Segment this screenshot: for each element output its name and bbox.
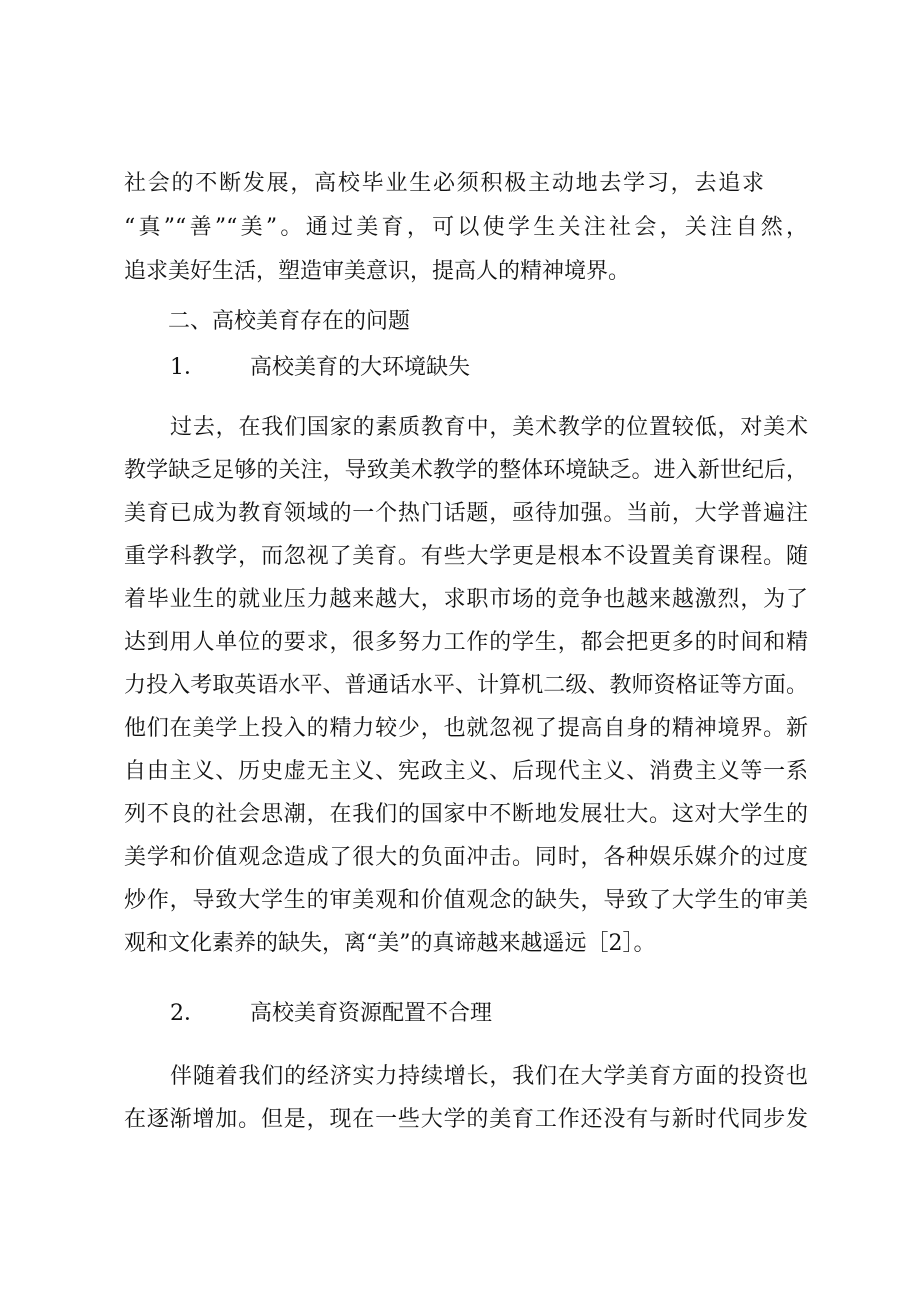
paragraph-1-line-11: 美学和价值观念造成了很大的负面冲击。同时，各种娱乐媒介的过度 <box>124 845 808 870</box>
intro-line-1: 社会的不断发展，高校毕业生必须积极主动地去学习，去追求 <box>124 171 764 196</box>
paragraph-2-line-1: 伴随着我们的经济实力持续增长，我们在大学美育方面的投资也 <box>170 1064 808 1089</box>
paragraph-1-line-2: 教学缺乏足够的关注，导致美术教学的整体环境缺乏。进入新世纪后， <box>124 458 808 483</box>
intro-line-2: “真”“善”“美”。通过美育，可以使学生关注社会，关注自然， <box>124 215 808 240</box>
paragraph-1-line-10: 列不良的社会思潮，在我们的国家中不断地发展壮大。这对大学生的 <box>124 802 808 827</box>
subsection-2-number: 2． <box>170 1001 206 1026</box>
subsection-2-heading <box>170 998 492 1030</box>
paragraph-1-line-12: 炒作，导致大学生的审美观和价值观念的缺失，导致了大学生的审美 <box>124 888 808 913</box>
subsection-1-title: 高校美育的大环境缺失 <box>250 355 471 380</box>
paragraph-1-line-1: 过去，在我们国家的素质教育中，美术教学的位置较低，对美术 <box>170 415 808 440</box>
paragraph-1-line-4: 重学科教学，而忽视了美育。有些大学更是根本不设置美育课程。随 <box>124 544 808 569</box>
subsection-1-heading <box>170 352 470 384</box>
paragraph-1-line-6: 达到用人单位的要求，很多努力工作的学生，都会把更多的时间和精 <box>124 630 808 655</box>
paragraph-1-line-8: 他们在美学上投入的精力较少，也就忽视了提高自身的精神境界。新 <box>124 716 808 741</box>
subsection-2-title: 高校美育资源配置不合理 <box>250 1001 493 1026</box>
paragraph-1-line-7: 力投入考取英语水平、普通话水平、计算机二级、教师资格证等方面。 <box>124 673 808 698</box>
section-heading: 二、高校美育存在的问题 <box>168 309 411 334</box>
paragraph-1-line-5: 着毕业生的就业压力越来越大，求职市场的竞争也越来越激烈，为了 <box>124 587 808 612</box>
paragraph-1-line-9: 自由主义、历史虚无主义、宪政主义、后现代主义、消费主义等一系 <box>124 759 808 784</box>
paragraph-1-line-13: 观和文化素养的缺失，离“美”的真谛越来越遥远［2］。 <box>124 931 656 956</box>
intro-line-3: 追求美好生活，塑造审美意识，提高人的精神境界。 <box>124 259 631 284</box>
subsection-1-number: 1． <box>170 355 206 380</box>
paragraph-1-line-3: 美育已成为教育领域的一个热门话题，亟待加强。当前，大学普遍注 <box>124 501 808 526</box>
paragraph-2-line-2: 在逐渐增加。但是，现在一些大学的美育工作还没有与新时代同步发 <box>124 1107 808 1132</box>
